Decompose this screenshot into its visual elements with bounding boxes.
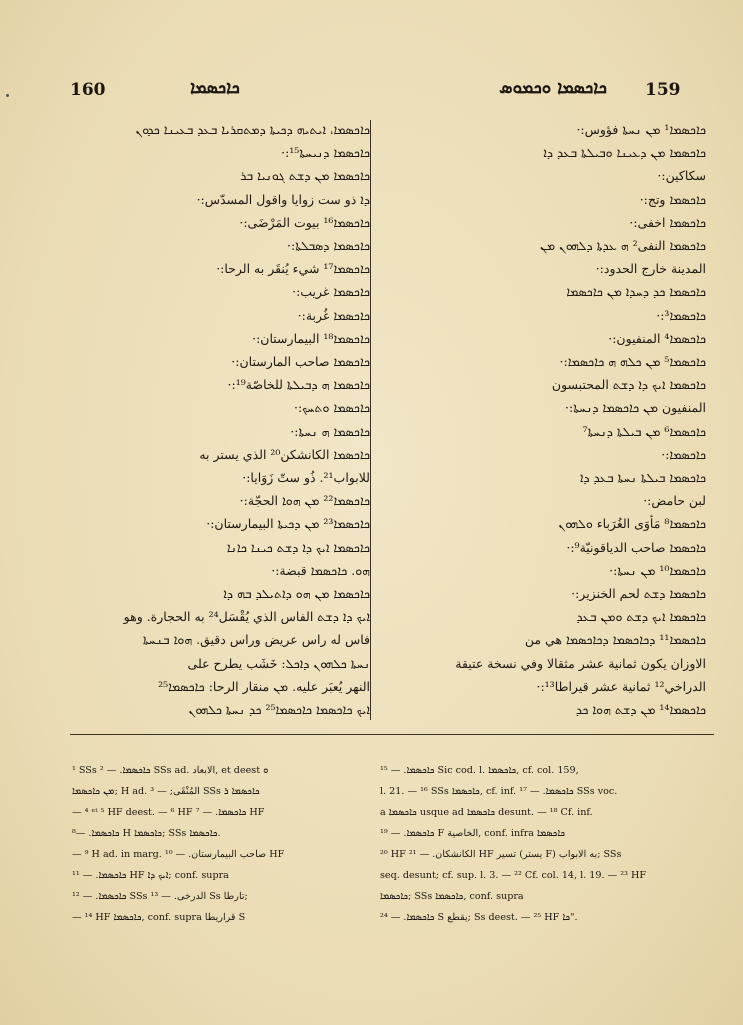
lexicon-line: ܟܐܟܣܡܐ الكانشكن²⁰ الذي يستر به xyxy=(199,446,370,462)
right-text-column xyxy=(378,118,706,721)
lexicon-line: ܟܐܟܣܡܐ³:· xyxy=(656,307,706,323)
lexicon-line: سكاكين:· xyxy=(657,168,706,184)
lexicon-line: ܟܐܟܣܡܐ¹ ܡܢ ܢܚܬܐ فؤوس:· xyxy=(576,122,706,137)
lexicon-line: ܟܐܟܣܡܐ⁴ المنفيون:· xyxy=(608,330,706,346)
lexicon-line: ܟܐܟܣܡܐ ܕܢܝܚܬܐ¹⁵:· xyxy=(281,145,370,161)
lexicon-line: ܟܐܟܣܡܐ، ܐܝܬܝܗ ܕܟܝܬܐ ܕܡܬܩܪܝܐ ܒܥܕ ܒܥܝܢܐ ܟܕܘܢ xyxy=(135,122,370,137)
footnote-line: ¹ SSs ܟܐܟܣܡܐ. — ² SSs ad. الابعاد, et deest ܘ xyxy=(72,765,269,776)
right-footnotes xyxy=(380,760,702,928)
lexicon-line: الاوزان يكون ثمانية عشر مثقالا وفي نسخة عتيقة xyxy=(455,655,706,671)
footnote-line: ܟܐܟܣܡܐ. — ¹⁹ F الخاصية, conf. infra ܟܐܟܣܡܐ xyxy=(380,828,566,839)
right-page-number: 159 xyxy=(645,80,681,100)
lexicon-line: ܟܐܟܣܡܐ ܕܫܬ لحم الخنزير:· xyxy=(571,586,706,602)
lexicon-line: ܟܐܟܣܡܐ¹⁸ البيمارستان:· xyxy=(252,330,370,346)
lexicon-line: ܟܐܟܣܡܐ:· xyxy=(661,446,706,462)
lexicon-line: النهر يُعبَر عليه. ܡܢ منقار الرحا: ܟܐܟܣܡܐ²⁵ xyxy=(158,678,370,694)
footnote-line: ܟܐܟܣܡܐ; SSs ܟܐܟܣܡܐ, conf. supra xyxy=(380,891,524,902)
lexicon-line: ܟܐܟܣܡܐ ܟܕ ܕܚܕܐ ܡܢ ܟܐܟܣܡܐ xyxy=(566,284,706,300)
lexicon-line: المنفيون ܡܢ ܟܐܟܣܡܐ ܕܢܚܬܐ:· xyxy=(565,400,706,416)
lexicon-line: ܟܐܟܣܡܐ ܡܢ ܕܥܝܢܐ ܘܒܝܠܬܐ ܒܥܕ ܕܐ xyxy=(543,145,706,161)
lexicon-line: ܟܐܟܣܡܐ²² ܡܢ ܗܘܐ الحجّة:· xyxy=(239,493,370,509)
lexicon-line: ܟܐܟܣܡܐ ܕܣܒܠܬܐ:· xyxy=(287,238,370,254)
lexicon-line: ܟܐܟܣܡܐ ܐܝܟ ܕܐ ܕܫܬ المحتبسون xyxy=(551,377,706,393)
lexicon-line: ܐܝܟ ܟܐܟܣܡܐ ܟܐܟܣܡܐ²⁵ ܟܕ ܢܚܬܐ ܟܠܗܘܢ xyxy=(188,702,370,718)
footnote-divider xyxy=(70,734,714,735)
left-running-head: ܟܐܟܣܡܐ xyxy=(190,78,240,98)
lexicon-line: ܟܐܟܣܡܐ⁶ ܡܢ ܒܝܠܬܐ ܕܢܚܬܐ⁷ xyxy=(582,423,706,439)
lexicon-line: ܟܐܟܣܡܐ ܐܝܟ ܕܐ ܕܫܬ ܟܝܢܐ ܟܐܢܐ xyxy=(226,539,370,555)
footnote-line: ܟܐܟܣܡܐ. — ²⁴ S يقطع; Ss deest. — ²⁵ HF ܟܐ". xyxy=(380,912,578,923)
lexicon-line: ܟܐܟܣܡܐ وتج:· xyxy=(639,191,706,207)
lexicon-line: ܟܐܟܣܡܐ¹⁴ ܡܢ ܕܫܬ ܗܘܐ ܟܕ xyxy=(575,702,706,718)
lexicon-line: للابواب²¹. ذُو ستّ زَوَايا:· xyxy=(242,470,370,486)
lexicon-line: ܢܚܬܐ ܟܠܗܘܢ ܕܐܟܠ: خَشَب يطرح على xyxy=(187,655,370,671)
lexicon-line: ܟܐܟܣܡܐ¹¹ ܕܟܐܟܣܡܐ ܕܟܐܟܣܡܐ هي من xyxy=(524,632,706,648)
left-page-number: 160 xyxy=(70,80,106,100)
left-text-column xyxy=(42,118,370,721)
footnote-line: — ⁹ H ad. in marg. صاحب البيمارستان. — ¹⁰ HF xyxy=(72,849,285,860)
lexicon-line: ܟܐܟܣܡܐ²³ ܡܢ ܕܟܝܬܐ البيمارستان:· xyxy=(206,516,370,532)
lexicon-line: ܟܐܟܣܡܐ النفى² ܗ ܥܕܬܐ ܕܠܗܘܢ ܡܢ xyxy=(540,238,706,254)
right-running-head: ܟܐܟܣܡܐ ܘܟܡܘܣ xyxy=(499,78,607,98)
lexicon-line: ܕܐ ذو ست زوايا واقول المسدّس:· xyxy=(196,191,370,207)
lexicon-line: ܐܝܟ ܕܐ ܕܫܬ الفاس الذي يُقْسَل²⁴ به الحجارة. وهو xyxy=(123,609,370,625)
footnote-line: ²⁰ HF الكانشكان. — ²¹ HF تسير (يستر F) به الابواب; SSs xyxy=(380,849,622,860)
footnote-line: — ¹⁴ HF ܟܐܟܣܡܐ, conf. supra قراريطا S xyxy=(72,912,246,923)
lexicon-line: ܟܐܟܣܡܐ⁵ ܡܢ ܟܠܗ ܗ ܟܐܟܣܡܐ:· xyxy=(559,354,706,370)
footnote-line: a ܟܐܟܣܡܐ usque ad ܟܐܟܣܡܐ desunt. — ¹⁸ Cf. inf. xyxy=(380,807,593,818)
footnote-line: ܟܐܟܣܡܐ. — ¹¹ HF ܐܝܟ ܕܐ; conf. supra xyxy=(72,870,229,881)
lexicon-line: فاس له راس عريض وراس دقيق. ܗܘܐ ܒܢܚܬܐ xyxy=(142,632,370,648)
lexicon-line: ܟܐܟܣܡܐ ܒܝܠܬܐ ܢܚܬܐ ܒܥܕ ܕܐ xyxy=(580,470,706,486)
lexicon-line: ܟܐܟܣܡܐ صاحب الدياقونيّة⁹:· xyxy=(566,539,706,555)
footnote-line: ܡܢ ܟܐܟܣܡܐ; H ad. المُنْقَى; — ³ SSs ܟܐܟܣܡܐ ܪ xyxy=(72,786,260,797)
lexicon-line: ܟܐܟܣܡܐ ܡܢ ܕܫܬ ܓܘܢܝܐ ܒܪ xyxy=(240,168,370,184)
lexicon-line: ܟܐܟܣܡܐ غُربة:· xyxy=(297,307,370,323)
lexicon-line: ܗܘ. ܟܐܟܣܡܐ قبضة:· xyxy=(271,562,370,578)
lexicon-line: ܟܐܟܣܡܐ¹⁶ بيوت المَرْضَى:· xyxy=(239,214,370,230)
footnote-line: l. 21. — ¹⁶ SSs ܟܐܟܣܡܐ, cf. inf. ܟܐܟܣܡܐ. — ¹⁷ SSs voc. xyxy=(380,786,618,797)
lexicon-line: ܟܐܟܣܡܐ¹⁰ ܡܢ ܢܚܬܐ:· xyxy=(609,562,706,578)
lexicon-line: المدينة خارج الحدود:· xyxy=(595,261,706,277)
lexicon-line: لبن حامض:· xyxy=(643,493,706,509)
column-divider xyxy=(370,120,371,720)
lexicon-line: ܟܐܟܣܡܐ ܡܢ ܗܘ ܕܐܬܝܠܕ ܒܗ ܕܐ xyxy=(223,586,370,602)
lexicon-line: الدراخي¹² ثمانية عشر قيراطا¹³:· xyxy=(536,678,706,694)
footnote-line: seq. desunt; cf. sup. l. 3. — ²² Cf. col. 14, l. 19. — ²³ HF xyxy=(380,870,647,881)
lexicon-line: ܟܐܟܣܡܐ ܗ ܢܚܬܐ:· xyxy=(290,423,370,439)
lexicon-line: ܟܐܟܣܡܐ¹⁷ شيء يُنقَر به الرحا:· xyxy=(216,261,370,277)
lexicon-line: ܟܐܟܣܡܐ اخفى:· xyxy=(629,214,706,230)
footnote-line: ܟܐܟܣܡܐ. — ¹⁵ Sic cod. l. ܟܐܟܣܡܐ, cf. col. 159, xyxy=(380,765,579,776)
footnote-line: — ⁴ ᵉᵗ ⁵ HF deest. — ⁶ HF ܟܐܟܣܡܐ. — ⁷ HF xyxy=(72,807,265,818)
left-footnotes xyxy=(72,760,372,928)
lexicon-line: ܟܐܟܣܡܐ صاحب المارستان:· xyxy=(231,354,370,370)
lexicon-line: ܟܐܟܣܡܐ غريب:· xyxy=(292,284,370,300)
lexicon-line: ܟܐܟܣܡܐ ܗ ܕܒܝܠܬܐ للخاصّة¹⁹:· xyxy=(227,377,370,393)
lexicon-line: ܟܐܟܣܡܐ⁸ مَأوَى الغُرَباء ܘܠܗܘܢ xyxy=(558,516,706,532)
footnote-line: ܟܐܟܣܡܐ. —⁸ H ܟܐܟܣܡܐ; SSs ܟܐܟܣܡܐ. xyxy=(72,828,221,839)
lexicon-line: ܟܐܟܣܡܐ ܘܬܚܟ:· xyxy=(293,400,370,416)
footnote-line: ܟܐܟܣܡܐ. — ¹² SSs الدرخى. — ¹³ Ss تارطا; xyxy=(72,891,248,902)
speck xyxy=(6,94,9,97)
lexicon-line: ܟܐܟܣܡܐ ܐܝܟ ܕܫܬ ܘܡܢ ܒܥܕ xyxy=(576,609,706,625)
